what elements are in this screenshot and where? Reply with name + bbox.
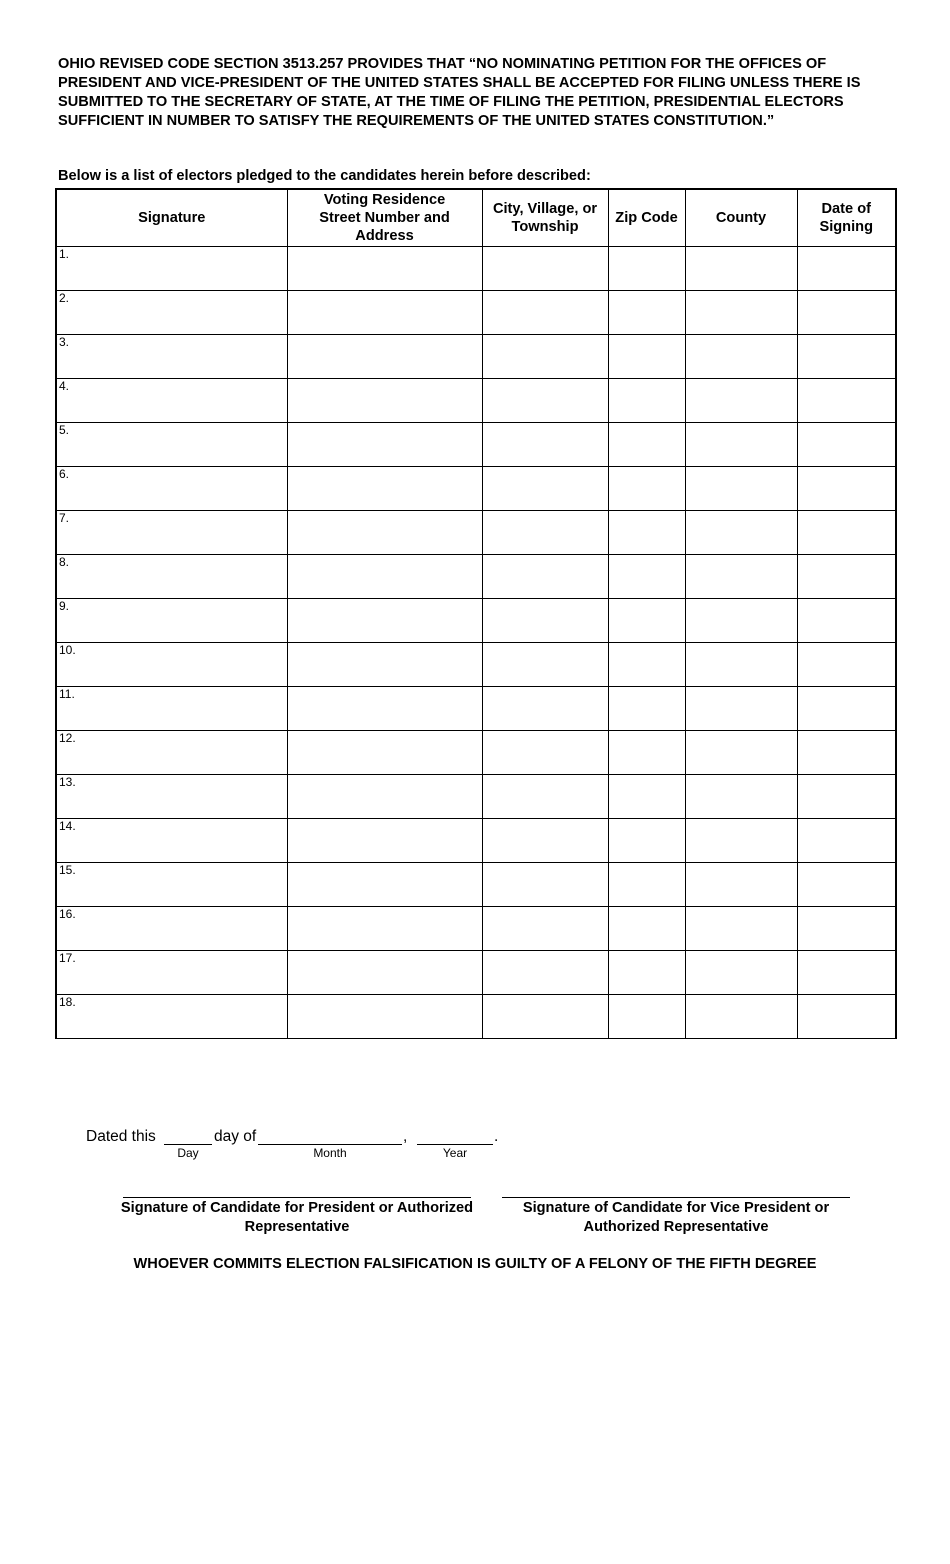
header-city: City, Village, or Township	[482, 189, 608, 247]
table-row	[56, 907, 896, 951]
county-cell[interactable]	[685, 467, 797, 511]
date-cell[interactable]	[797, 951, 896, 995]
city-cell[interactable]	[482, 335, 608, 379]
comma: ,	[403, 1128, 408, 1145]
city-cell[interactable]	[482, 819, 608, 863]
zip-cell[interactable]	[608, 907, 685, 951]
address-cell[interactable]	[287, 555, 482, 599]
zip-cell[interactable]	[608, 731, 685, 775]
vice-president-signature-line[interactable]	[502, 1197, 850, 1198]
table-row	[56, 995, 896, 1039]
table-row	[56, 335, 896, 379]
zip-cell[interactable]	[608, 467, 685, 511]
electors-table	[55, 188, 897, 1039]
city-cell[interactable]	[482, 687, 608, 731]
address-cell[interactable]	[287, 511, 482, 555]
date-cell[interactable]	[797, 775, 896, 819]
table-row	[56, 291, 896, 335]
county-cell[interactable]	[685, 379, 797, 423]
zip-cell[interactable]	[608, 247, 685, 291]
president-signature-label: Signature of Candidate for President or Authorized Representative	[120, 1200, 474, 1235]
signature-cell[interactable]: 11.	[56, 687, 287, 731]
city-cell[interactable]	[482, 951, 608, 995]
county-cell[interactable]	[685, 731, 797, 775]
header-signature: Signature	[56, 189, 287, 247]
statute-notice: OHIO REVISED CODE SECTION 3513.257 PROVIDES THAT “NO NOMINATING PETITION FOR THE OFFICES OF PRESIDENT AND VICE-PRESIDENT OF THE UNITED STATES SHALL BE ACCEPTED FOR FILING UNLESS THERE IS SUBMITTED TO THE SECRETARY OF STATE, AT THE TIME OF FILING THE PETITION, PRESIDENTIAL ELECTORS SUFFICIENT IN NUMBER TO SATISFY THE REQUIREMENTS OF THE UNITED STATES CONSTITUTION.”	[58, 56, 861, 129]
zip-cell[interactable]	[608, 775, 685, 819]
address-cell[interactable]	[287, 951, 482, 995]
table-row	[56, 555, 896, 599]
signature-cell[interactable]: 7.	[56, 511, 287, 555]
header-date: Date of Signing	[797, 189, 896, 247]
signature-cell[interactable]: 1.	[56, 247, 287, 291]
city-cell[interactable]	[482, 775, 608, 819]
county-cell[interactable]	[685, 951, 797, 995]
table-row	[56, 467, 896, 511]
date-cell[interactable]	[797, 379, 896, 423]
address-cell[interactable]	[287, 775, 482, 819]
date-cell[interactable]	[797, 247, 896, 291]
signature-cell[interactable]: 12.	[56, 731, 287, 775]
table-row	[56, 247, 896, 291]
signature-cell[interactable]: 2.	[56, 291, 287, 335]
date-cell[interactable]	[797, 423, 896, 467]
county-cell[interactable]	[685, 907, 797, 951]
table-row	[56, 511, 896, 555]
city-cell[interactable]	[482, 995, 608, 1039]
zip-cell[interactable]	[608, 863, 685, 907]
address-cell[interactable]	[287, 467, 482, 511]
county-cell[interactable]	[685, 247, 797, 291]
address-cell[interactable]	[287, 423, 482, 467]
table-row	[56, 775, 896, 819]
table-row	[56, 731, 896, 775]
signature-cell[interactable]: 16.	[56, 907, 287, 951]
city-cell[interactable]	[482, 379, 608, 423]
address-cell[interactable]	[287, 907, 482, 951]
table-row	[56, 379, 896, 423]
signature-cell[interactable]: 5.	[56, 423, 287, 467]
zip-cell[interactable]	[608, 555, 685, 599]
address-cell[interactable]	[287, 995, 482, 1039]
zip-cell[interactable]	[608, 291, 685, 335]
county-cell[interactable]	[685, 643, 797, 687]
date-cell[interactable]	[797, 863, 896, 907]
date-cell[interactable]	[797, 907, 896, 951]
county-cell[interactable]	[685, 687, 797, 731]
address-cell[interactable]	[287, 687, 482, 731]
address-cell[interactable]	[287, 379, 482, 423]
signature-cell[interactable]: 8.	[56, 555, 287, 599]
header-zip: Zip Code	[608, 189, 685, 247]
city-cell[interactable]	[482, 247, 608, 291]
table-row	[56, 599, 896, 643]
signature-cell[interactable]: 3.	[56, 335, 287, 379]
dated-prefix: Dated this	[86, 1128, 156, 1145]
zip-cell[interactable]	[608, 643, 685, 687]
year-label: Year	[442, 1146, 468, 1160]
signature-cell[interactable]: 4.	[56, 379, 287, 423]
year-field[interactable]	[417, 1144, 493, 1145]
address-cell[interactable]	[287, 599, 482, 643]
city-cell[interactable]	[482, 907, 608, 951]
city-cell[interactable]	[482, 599, 608, 643]
date-cell[interactable]	[797, 643, 896, 687]
date-cell[interactable]	[797, 599, 896, 643]
zip-cell[interactable]	[608, 423, 685, 467]
month-label: Month	[313, 1146, 347, 1160]
county-cell[interactable]	[685, 599, 797, 643]
signature-cell[interactable]: 9.	[56, 599, 287, 643]
header-county: County	[685, 189, 797, 247]
city-cell[interactable]	[482, 731, 608, 775]
city-cell[interactable]	[482, 511, 608, 555]
electors-list-label: Below is a list of electors pledged to the candidates herein before described:	[58, 168, 591, 184]
signature-cell[interactable]: 15.	[56, 863, 287, 907]
table-row	[56, 819, 896, 863]
day-field[interactable]	[164, 1144, 212, 1145]
city-cell[interactable]	[482, 291, 608, 335]
city-cell[interactable]	[482, 467, 608, 511]
header-address: Voting Residence Street Number and Address	[287, 189, 482, 247]
signature-cell[interactable]: 17.	[56, 951, 287, 995]
address-cell[interactable]	[287, 731, 482, 775]
city-cell[interactable]	[482, 555, 608, 599]
date-cell[interactable]	[797, 291, 896, 335]
county-cell[interactable]	[685, 511, 797, 555]
address-cell[interactable]	[287, 819, 482, 863]
county-cell[interactable]	[685, 291, 797, 335]
address-cell[interactable]	[287, 291, 482, 335]
table-row	[56, 863, 896, 907]
date-cell[interactable]	[797, 467, 896, 511]
zip-cell[interactable]	[608, 379, 685, 423]
signature-cell[interactable]: 18.	[56, 995, 287, 1039]
felony-warning: WHOEVER COMMITS ELECTION FALSIFICATION IS GUILTY OF A FELONY OF THE FIFTH DEGREE	[133, 1256, 817, 1272]
county-cell[interactable]	[685, 863, 797, 907]
zip-cell[interactable]	[608, 819, 685, 863]
vice-president-signature-label: Signature of Candidate for Vice President or Authorized Representative	[522, 1200, 830, 1235]
county-cell[interactable]	[685, 995, 797, 1039]
signature-cell[interactable]: 6.	[56, 467, 287, 511]
zip-cell[interactable]	[608, 511, 685, 555]
zip-cell[interactable]	[608, 335, 685, 379]
date-cell[interactable]	[797, 819, 896, 863]
table-header-row	[56, 189, 896, 247]
month-field[interactable]	[258, 1144, 402, 1145]
date-cell[interactable]	[797, 511, 896, 555]
table-row	[56, 643, 896, 687]
period: .	[494, 1128, 499, 1145]
city-cell[interactable]	[482, 643, 608, 687]
zip-cell[interactable]	[608, 599, 685, 643]
day-label: Day	[177, 1146, 199, 1160]
day-of-text: day of	[214, 1128, 257, 1145]
county-cell[interactable]	[685, 819, 797, 863]
date-cell[interactable]	[797, 995, 896, 1039]
table-row	[56, 687, 896, 731]
zip-cell[interactable]	[608, 687, 685, 731]
county-cell[interactable]	[685, 775, 797, 819]
city-cell[interactable]	[482, 423, 608, 467]
address-cell[interactable]	[287, 643, 482, 687]
zip-cell[interactable]	[608, 995, 685, 1039]
city-cell[interactable]	[482, 863, 608, 907]
date-cell[interactable]	[797, 731, 896, 775]
table-row	[56, 423, 896, 467]
county-cell[interactable]	[685, 335, 797, 379]
signature-cell[interactable]: 13.	[56, 775, 287, 819]
address-cell[interactable]	[287, 247, 482, 291]
date-cell[interactable]	[797, 335, 896, 379]
county-cell[interactable]	[685, 555, 797, 599]
address-cell[interactable]	[287, 335, 482, 379]
county-cell[interactable]	[685, 423, 797, 467]
date-cell[interactable]	[797, 687, 896, 731]
zip-cell[interactable]	[608, 951, 685, 995]
address-cell[interactable]	[287, 863, 482, 907]
president-signature-line[interactable]	[123, 1197, 471, 1198]
signature-cell[interactable]: 10.	[56, 643, 287, 687]
table-row	[56, 951, 896, 995]
date-cell[interactable]	[797, 555, 896, 599]
signature-cell[interactable]: 14.	[56, 819, 287, 863]
